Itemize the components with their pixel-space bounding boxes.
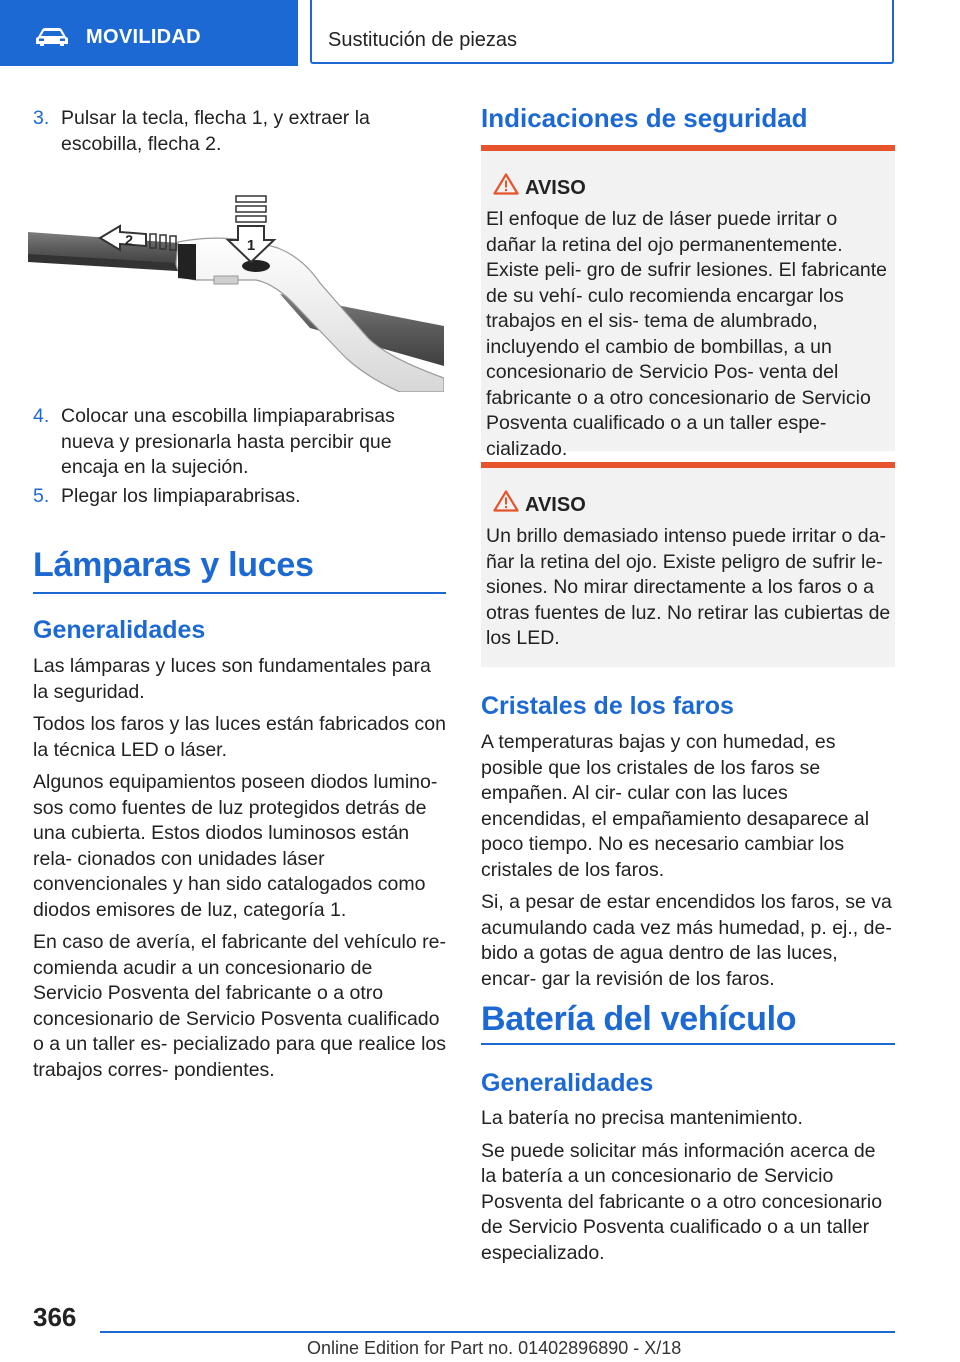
step-number: 3. [33,107,50,129]
paragraph: Se puede solicitar más información acerca de la batería a un concesionario de Servicio Posventa del fabricante o a otro concesionario de Servicio Posventa cualificado o a un taller especializado. [481,1139,883,1264]
battery-text [481,1106,895,1266]
step-number: 4. [33,405,50,427]
lenses-text [481,730,895,992]
warning-label: AVISO [525,494,586,516]
arrow-2-label: 2 [124,231,134,249]
section-tab-label: MOVILIDAD [86,26,201,48]
warning-text: Un brillo demasiado intenso puede irritar o da- ñar la retina del ojo. Existe peligro de sufrir le- siones. No mirar directamente a los faros o a otras fuentes de luz. No retirar las cubiertas de los LED. [486,525,891,649]
section-rule [33,592,446,594]
warning-box-brightness [481,462,895,667]
subtitle-general-battery: Generalidades [481,1069,654,1097]
chapter-tab[interactable] [310,0,894,64]
subtitle-general-lamps: Generalidades [33,616,206,644]
section-rule [481,1043,895,1045]
edition-text: Online Edition for Part no. 01402896890 - X/18 [307,1338,682,1358]
section-title-battery: Batería del vehículo [481,1000,797,1038]
section-tab-movilidad[interactable] [0,0,298,66]
paragraph: En caso de avería, el fabricante del vehículo re- comienda acudir a un concesionario de Servicio Posventa del fabricante o a otro concesionario de Servicio Posventa cualificado o a un taller es- pecializado para que realice los trabajos corres- pondientes. [33,931,446,1081]
warning-triangle-icon [493,173,519,195]
warning-label: AVISO [525,177,586,199]
step-text: Pulsar la tecla, flecha 1, y extraer la escobilla, flecha 2. [61,107,370,155]
lamps-text [33,654,446,1083]
paragraph: Algunos equipamientos poseen diodos lumino- sos como fuentes de luz protegidos detrás de una cubierta. Estos diodos luminosos están rela- cionados con unidades láser convencionales y han sido catalogados como diodos emisores de luz, categoría 1. [33,771,438,921]
wiper-blade-figure [28,188,444,392]
warning-triangle-icon [493,490,519,512]
warning-box-laser [481,145,895,460]
warning-text: El enfoque de luz de láser puede irritar o dañar la retina del ojo permanentemente. Existe peli- gro de sufrir lesiones. El fabricante de su vehí- culo recomienda encargar los trabajos en el sis- tema de alumbrado, incluyendo el cambio de bombillas, a un concesionario de Servicio Pos- venta del fabricante o a otro concesionario de Servicio Posventa cualificado o a un taller espe- cializado. [486,208,888,460]
paragraph: Todos los faros y las luces están fabricados con la técnica LED o láser. [33,713,446,761]
paragraph: Las lámparas y luces son fundamentales para la seguridad. [33,655,431,703]
paragraph: Si, a pesar de estar encendidos los faros, se va acumulando cada vez más humedad, p. ej., de- bido a gotas de agua dentro de las luces, encar- gar la revisión de los faros. [481,891,892,990]
paragraph: A temperaturas bajas y con humedad, es posible que los cristales de los faros se empañen. Al cir- cular con las luces encendidas, el empañamiento desaparece al poco tiempo. No es necesario cambiar los cristales de los faros. [481,731,870,881]
subtitle-headlight-lenses: Cristales de los faros [481,692,734,720]
step-text: Colocar una escobilla limpiaparabrisas nueva y presionarla hasta percibir que encaja en la sujeción. [61,405,395,478]
safety-title: Indicaciones de seguridad [481,103,808,133]
chapter-tab-label: Sustitución de piezas [328,29,518,51]
car-icon [34,27,70,47]
step-text: Plegar los limpiaparabrisas. [61,485,301,507]
page-number: 366 [33,1302,77,1332]
section-title-lamps: Lámparas y luces [33,546,314,584]
paragraph: La batería no precisa mantenimiento. [481,1107,803,1129]
step-number: 5. [33,485,50,507]
arrow-1-label: 1 [246,237,256,254]
footer-rule [100,1331,895,1333]
